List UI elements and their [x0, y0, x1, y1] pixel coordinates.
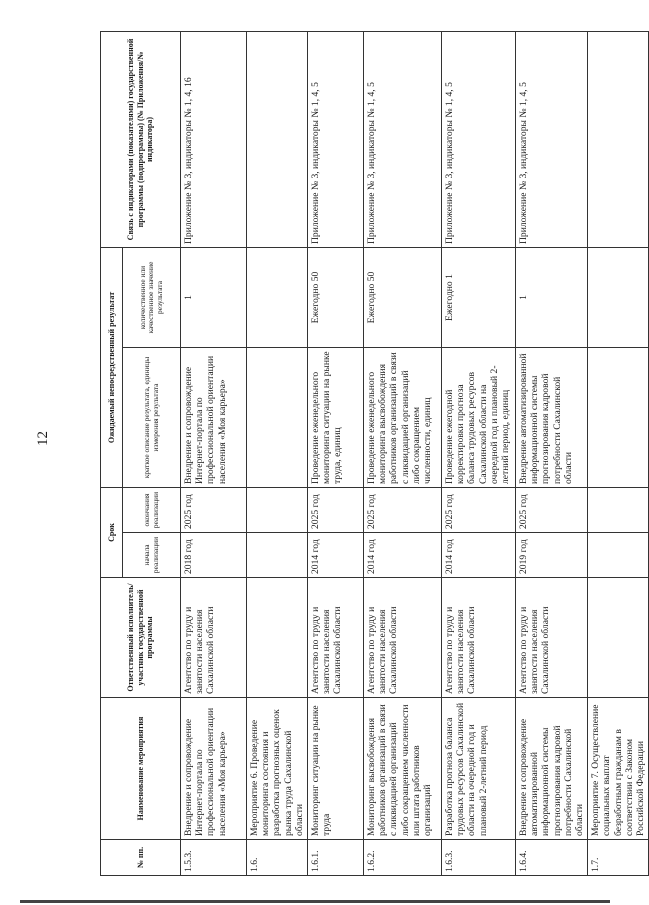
row-num: 1.6.4. [516, 840, 588, 876]
row-name: Внедрение и сопровождение Интернет-портала по профессиональной ориентации населения «Моя карьера» [181, 698, 247, 840]
row-result-desc: Внедрение и сопровождение Интернет-портала по профессиональной ориентации населения «Моя карьера» [181, 348, 247, 488]
row-responsible [247, 578, 308, 698]
table-row [588, 32, 649, 876]
row-start: 2019 год [516, 533, 588, 578]
row-start [588, 533, 649, 578]
row-end: 2025 год [181, 488, 247, 533]
row-responsible: Агентство по труду и занятости населения Сахалинской области [308, 578, 364, 698]
row-responsible: Агентство по труду и занятости населения Сахалинской области [364, 578, 442, 698]
row-end: 2025 год [308, 488, 364, 533]
row-num: 1.6.1. [308, 840, 364, 876]
table-row [442, 32, 516, 876]
row-start [247, 533, 308, 578]
row-result-value [588, 248, 649, 348]
row-name: Мониторинг ситуации на рынке труда [308, 698, 364, 840]
row-start: 2014 год [308, 533, 364, 578]
header-result-value: количественное или качественное значение результата [123, 248, 181, 348]
row-num: 1.6. [247, 840, 308, 876]
row-result-value [247, 248, 308, 348]
scan-edge-line [20, 900, 610, 903]
table-row [308, 32, 364, 876]
row-result-value: Ежегодно 50 [308, 248, 364, 348]
row-responsible [588, 578, 649, 698]
row-result-value: Ежегодно 1 [442, 248, 516, 348]
header-result-desc: краткое описание результата, единицы измерения результата [123, 348, 181, 488]
row-result-desc: Проведение ежегодной корректировки прогноза баланса трудовых ресурсов Сахалинской области на очередной год и плановый 2-летний период, единиц [442, 348, 516, 488]
header-term-start: начала реализации [123, 533, 181, 578]
row-name: Внедрение и сопровождение автоматизированной информационной системы прогнозирования кадровой потребности Сахалинской области [516, 698, 588, 840]
row-result-value: 1 [181, 248, 247, 348]
row-num: 1.6.3. [442, 840, 516, 876]
row-link: Приложение № 3, индикаторы № 1, 4, 5 [516, 32, 588, 248]
row-start: 2014 год [442, 533, 516, 578]
row-name: Мероприятие 6. Проведение мониторинга состояния и разработка прогнозных оценок рынка труда Сахалинской области [247, 698, 308, 840]
row-responsible: Агентство по труду и занятости населения Сахалинской области [442, 578, 516, 698]
row-responsible: Агентство по труду и занятости населения Сахалинской области [516, 578, 588, 698]
row-end [247, 488, 308, 533]
header-term: Срок [101, 488, 123, 578]
row-responsible: Агентство по труду и занятости населения Сахалинской области [181, 578, 247, 698]
row-link [247, 32, 308, 248]
row-num: 1.5.3. [181, 840, 247, 876]
header-term-end: окончания реализации [123, 488, 181, 533]
rotated-table-container [100, 32, 647, 876]
program-table [100, 31, 649, 876]
table-row [364, 32, 442, 876]
row-name: Мониторинг высвобождения работников организаций в связи с ликвидацией организаций либо сокращением численности или штата работников организаций [364, 698, 442, 840]
row-result-desc: Проведение еженедельного мониторинга высвобождения работников организаций в связи с ликвидацией организаций либо сокращением численности, единиц [364, 348, 442, 488]
row-end [588, 488, 649, 533]
row-num: 1.7. [588, 840, 649, 876]
row-result-desc [588, 348, 649, 488]
table-row [247, 32, 308, 876]
row-link: Приложение № 3, индикаторы № 1, 4, 5 [442, 32, 516, 248]
header-name: Наименование мероприятия [101, 698, 181, 840]
row-result-desc: Проведение еженедельного мониторинга ситуации на рынке труда, единиц [308, 348, 364, 488]
header-link: Связь с индикаторами (показателями) государственной программы (подпрограммы) (№ Приложения/№ индикатора) [101, 32, 181, 248]
row-result-value: 1 [516, 248, 588, 348]
row-name: Мероприятие 7. Осуществление социальных выплат безработным гражданам в соответствии с Законом Российской Федерации [588, 698, 649, 840]
row-result-desc: Внедрение автоматизированной информационной системы прогнозирования кадровой потребности Сахалинской области [516, 348, 588, 488]
header-responsible: Ответственный исполнитель/участник государственной программы [101, 578, 181, 698]
row-link [588, 32, 649, 248]
row-num: 1.6.2. [364, 840, 442, 876]
page-number: 12 [35, 431, 51, 446]
header-num: № пп. [101, 840, 181, 876]
row-result-desc [247, 348, 308, 488]
row-link: Приложение № 3, индикаторы № 1, 4, 5 [308, 32, 364, 248]
row-end: 2025 год [364, 488, 442, 533]
row-start: 2018 год [181, 533, 247, 578]
row-link: Приложение № 3, индикаторы № 1, 4, 5 [364, 32, 442, 248]
row-link: Приложение № 3, индикаторы № 1, 4, 16 [181, 32, 247, 248]
row-name: Разработка прогноза баланса трудовых ресурсов Сахалинской области на очередной год и плановый 2-летний период [442, 698, 516, 840]
row-result-value: Ежегодно 50 [364, 248, 442, 348]
table-row [516, 32, 588, 876]
row-end: 2025 год [516, 488, 588, 533]
header-result: Ожидаемый непосредственный результат [101, 248, 123, 488]
row-start: 2014 год [364, 533, 442, 578]
table-row [181, 32, 247, 876]
row-end: 2025 год [442, 488, 516, 533]
